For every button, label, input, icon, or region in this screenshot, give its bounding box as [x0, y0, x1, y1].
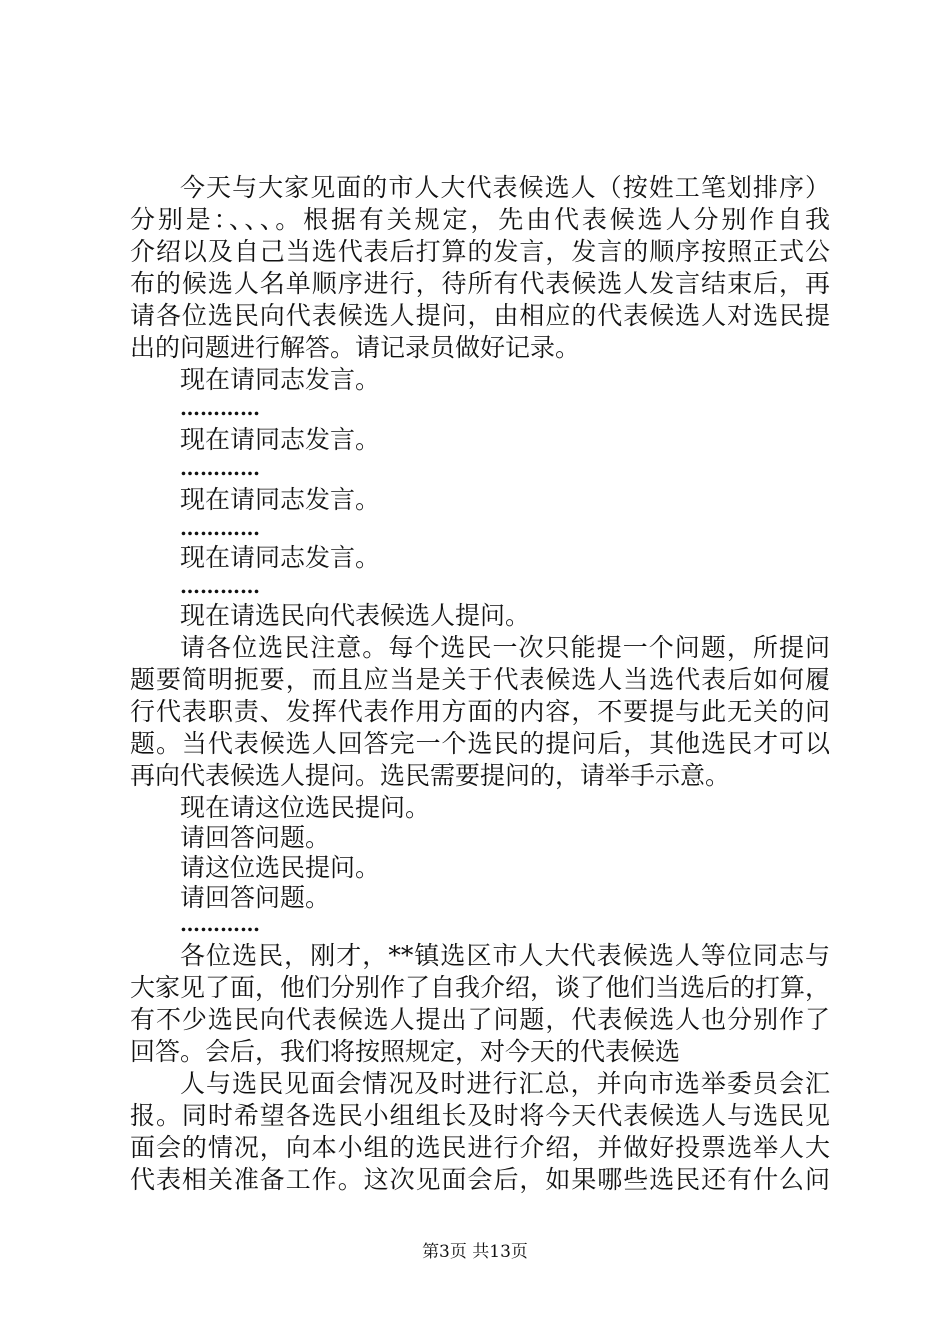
body-line: 请回答问题。 — [180, 823, 331, 852]
body-line: 有不少选民向代表候选人提出了问题，代表候选人也分别作了 — [130, 1005, 830, 1034]
body-line: 今天与大家见面的市人大代表候选人（按姓工笔划排序） — [180, 173, 830, 202]
body-line: 再向代表候选人提问。选民需要提问的，请举手示意。 — [130, 761, 731, 790]
body-line: 现在请选民向代表候选人提问。 — [180, 601, 531, 630]
body-line: 现在请同志发言。 — [180, 543, 381, 572]
body-line: 题要简明扼要，而且应当是关于代表候选人当选代表后如何履 — [130, 665, 830, 694]
body-line: 现在请同志发言。 — [180, 485, 381, 514]
ellipsis-line: ………… — [180, 516, 260, 540]
body-line: 布的候选人名单顺序进行，待所有代表候选人发言结束后，再 — [130, 269, 830, 298]
body-line: 大家见了面，他们分别作了自我介绍，谈了他们当选后的打算， — [130, 973, 831, 1002]
body-line: 人与选民见面会情况及时进行汇总，并向市选举委员会汇 — [180, 1069, 830, 1098]
body-line: 请各位选民注意。每个选民一次只能提一个问题，所提问 — [180, 633, 830, 662]
body-line: 回答。会后，我们将按照规定，对今天的代表候选 — [130, 1037, 681, 1066]
body-line: 现在请这位选民提问。 — [180, 793, 431, 822]
body-line: 介绍以及自己当选代表后打算的发言，发言的顺序按照正式公 — [130, 237, 830, 266]
body-line: 请各位选民向代表候选人提问，由相应的代表候选人对选民提 — [130, 301, 830, 330]
body-line: 题。当代表候选人回答完一个选民的提问后，其他选民才可以 — [130, 729, 830, 758]
ellipsis-line: ………… — [180, 574, 260, 598]
body-line: 现在请同志发言。 — [180, 425, 381, 454]
ellipsis-line: ………… — [180, 912, 260, 936]
page-number-footer: 第3页 共13页 — [422, 1242, 528, 1262]
body-line: 代表相关准备工作。这次见面会后，如果哪些选民还有什么问 — [130, 1165, 830, 1194]
body-line: 请回答问题。 — [180, 883, 331, 912]
body-line: 行代表职责、发挥代表作用方面的内容，不要提与此无关的问 — [130, 697, 830, 726]
body-line: 出的问题进行解答。请记录员做好记录。 — [130, 333, 581, 362]
ellipsis-line: ………… — [180, 456, 260, 480]
body-line: 报。同时希望各选民小组组长及时将今天代表候选人与选民见 — [130, 1101, 830, 1130]
body-line: 现在请同志发言。 — [180, 365, 381, 394]
body-line: 分别是：、、、。根据有关规定，先由代表候选人分别作自我 — [130, 205, 830, 234]
body-line: 面会的情况，向本小组的选民进行介绍，并做好投票选举人大 — [130, 1133, 830, 1162]
body-line: 请这位选民提问。 — [180, 853, 381, 882]
ellipsis-line: ………… — [180, 396, 260, 420]
body-line: 各位选民，刚才，**镇选区市人大代表候选人等位同志与 — [180, 941, 830, 970]
